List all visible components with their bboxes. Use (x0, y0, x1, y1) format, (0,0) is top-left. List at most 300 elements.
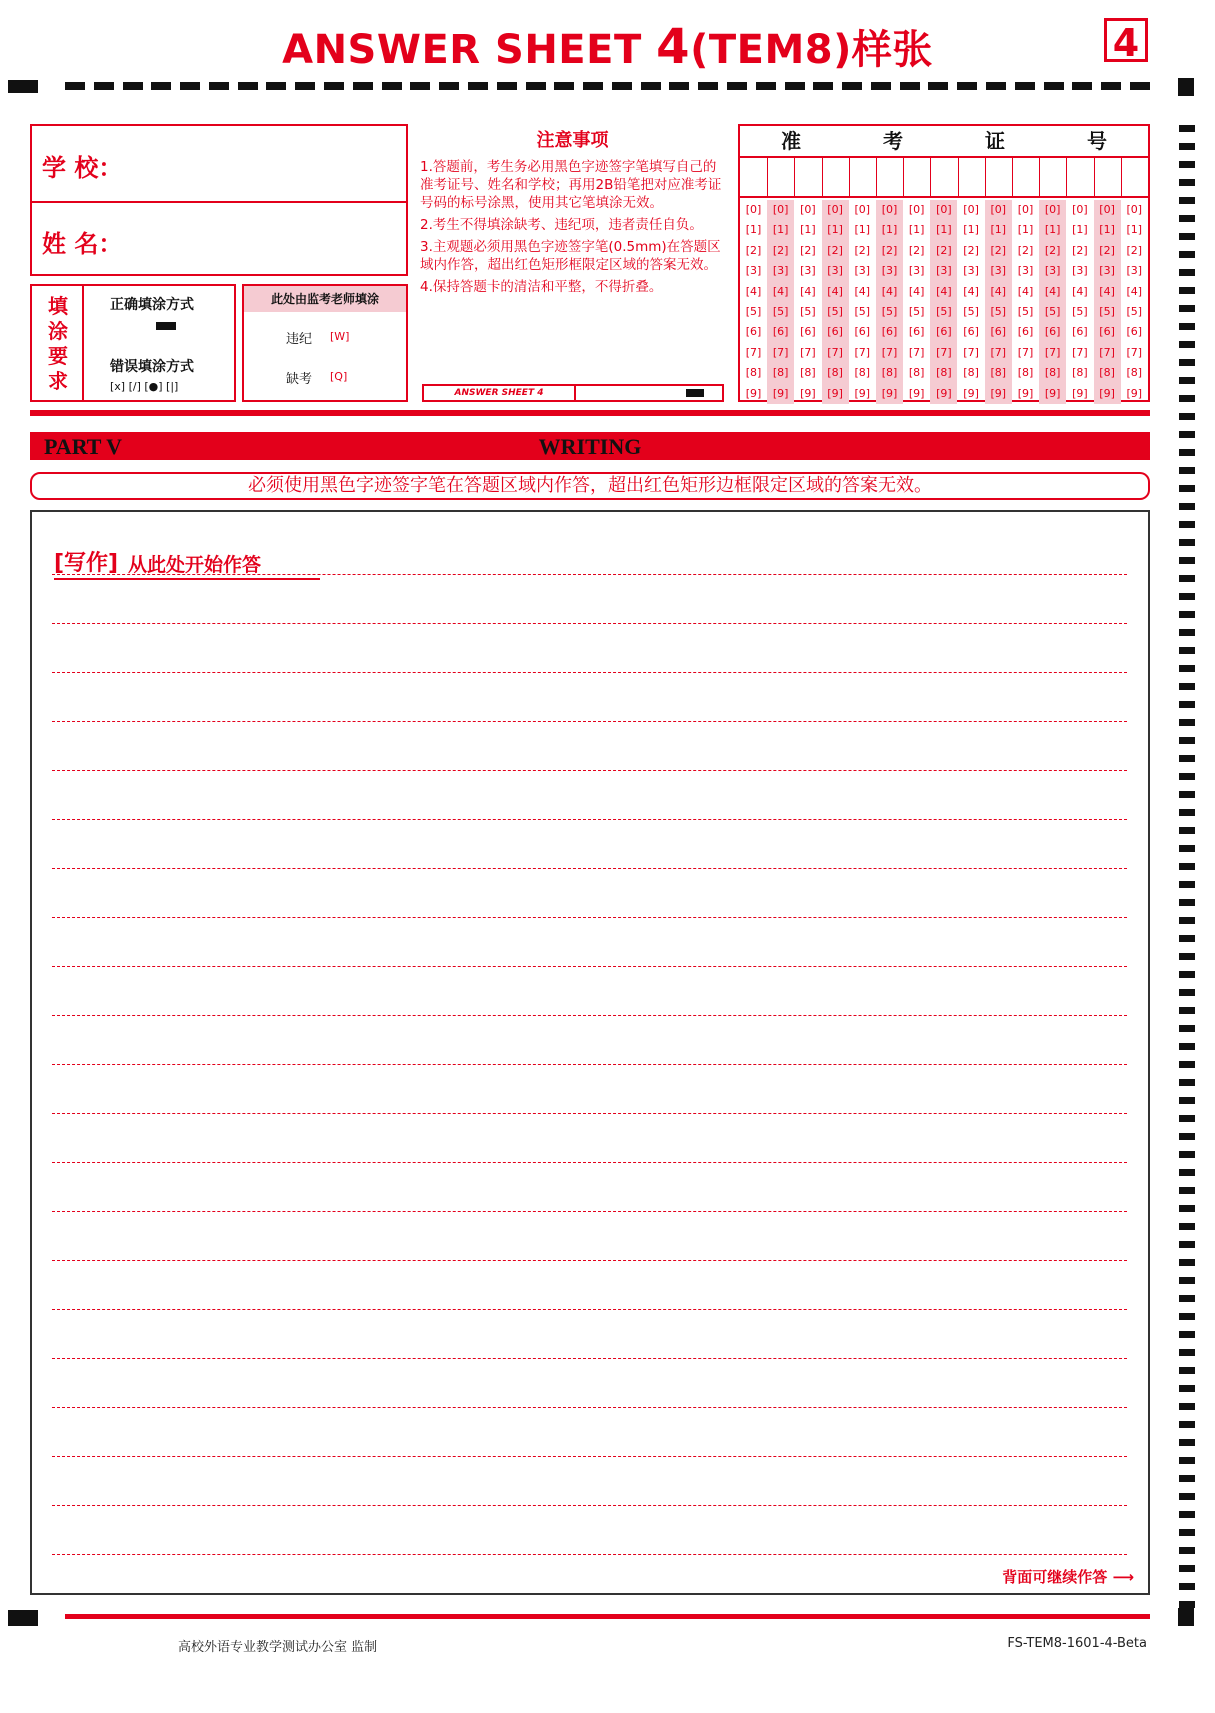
timing-dash (1179, 341, 1195, 348)
exam-id-bubble[interactable]: [3] (990, 264, 1007, 278)
exam-id-bubble[interactable]: [3] (772, 264, 789, 278)
exam-id-bubble[interactable]: [9] (800, 386, 816, 400)
exam-id-cell[interactable] (822, 158, 850, 196)
writing-start-underline (54, 578, 320, 580)
timing-dash (1179, 611, 1195, 618)
timing-dash (727, 82, 747, 90)
exam-id-bubble[interactable]: [4] (990, 284, 1007, 298)
exam-id-bubble[interactable]: [9] (1099, 386, 1115, 400)
exam-id-bubble[interactable]: [2] (827, 243, 843, 257)
timing-dash (1179, 1529, 1195, 1536)
exam-id-bubble[interactable]: [4] (1044, 284, 1061, 298)
timing-dash (1179, 1223, 1195, 1230)
writing-start-text: 从此处开始作答 (128, 554, 262, 576)
exam-id-bubble[interactable]: [6] (854, 325, 871, 339)
timing-mark-top-left (8, 80, 38, 93)
timing-dash (1179, 1115, 1195, 1122)
timing-dash (1179, 1151, 1195, 1158)
exam-id-cell[interactable] (794, 158, 822, 196)
violation-label: 违纪 (286, 332, 313, 347)
exam-id-bubble[interactable]: [8] (936, 366, 952, 380)
exam-id-bubble[interactable]: [4] (1099, 284, 1115, 298)
exam-id-bubble[interactable]: [2] (936, 243, 952, 257)
timing-dash (1179, 1025, 1195, 1032)
exam-id-bubble[interactable]: [3] (1126, 264, 1143, 278)
exam-id-bubble[interactable]: [3] (1099, 264, 1115, 278)
timing-dash (1179, 953, 1195, 960)
exam-id-cell[interactable] (1094, 158, 1122, 196)
notice-item-4: 4.保持答题卡的清洁和平整，不得折叠。 (420, 279, 663, 295)
exam-id-bubble[interactable]: [4] (1126, 284, 1143, 298)
exam-id-bubble[interactable]: [4] (908, 284, 925, 298)
timing-dash (1179, 1169, 1195, 1176)
exam-id-bubble[interactable]: [8] (827, 366, 843, 380)
exam-id-bubble[interactable]: [6] (936, 325, 952, 339)
fill-rules-char: 涂 (48, 319, 68, 343)
exam-id-bubble[interactable]: [0] (745, 203, 762, 216)
exam-id-bubble[interactable]: [9] (1126, 386, 1143, 400)
timing-dash (1179, 575, 1195, 582)
exam-id-bubble[interactable]: [1] (908, 223, 925, 237)
exam-id-bubble[interactable]: [7] (854, 345, 871, 359)
writing-line[interactable] (52, 868, 1127, 869)
exam-id-digit-column (930, 200, 957, 404)
exam-id-bubble[interactable]: [6] (1126, 325, 1143, 339)
exam-id-bubble[interactable]: [3] (854, 264, 871, 278)
exam-id-cell[interactable] (849, 158, 877, 196)
exam-id-bubble[interactable]: [8] (963, 366, 979, 380)
exam-id-bubble[interactable]: [6] (1099, 325, 1115, 339)
exam-id-bubble[interactable]: [0] (908, 203, 925, 216)
writing-line[interactable] (52, 819, 1127, 820)
exam-id-bubble[interactable]: [2] (963, 243, 979, 257)
exam-id-bubble[interactable]: [2] (990, 243, 1007, 257)
timing-dash (1179, 251, 1195, 258)
exam-id-bubble[interactable]: [5] (1099, 305, 1115, 319)
exam-id-bubble[interactable]: [7] (1017, 345, 1034, 359)
exam-id-digit-column (876, 200, 903, 404)
exam-id-bubble[interactable]: [4] (1017, 284, 1034, 298)
exam-id-bubble[interactable]: [8] (854, 366, 871, 380)
exam-id-bubble[interactable]: [8] (800, 366, 816, 380)
exam-id-bubble[interactable]: [5] (990, 305, 1007, 319)
sheet-number-box: 4 (1104, 18, 1148, 62)
timing-dash (871, 82, 891, 90)
timing-dash (1179, 287, 1195, 294)
exam-id-writing-cells (740, 158, 1148, 198)
exam-id-bubble[interactable]: [3] (745, 264, 762, 278)
writing-line[interactable] (52, 1309, 1127, 1310)
exam-id-bubble[interactable]: [0] (881, 203, 898, 216)
timing-dash (1179, 899, 1195, 906)
exam-id-bubble[interactable]: [5] (1044, 305, 1061, 319)
timing-dash (1179, 503, 1195, 510)
exam-id-bubble[interactable]: [3] (1072, 264, 1088, 278)
writing-line[interactable] (52, 672, 1127, 673)
exam-id-bubble[interactable]: [1] (1044, 223, 1061, 237)
exam-id-bubble[interactable]: [0] (772, 203, 789, 216)
exam-id-bubble[interactable]: [9] (936, 386, 952, 400)
continue-on-back: 背面可继续作答 ⟶ (1002, 1568, 1134, 1586)
exam-id-bubble[interactable]: [7] (1044, 345, 1061, 359)
writing-line[interactable] (52, 1064, 1127, 1065)
timing-dash (1179, 917, 1195, 924)
timing-dash (497, 82, 517, 90)
timing-mark-bottom-right (1178, 1608, 1194, 1626)
exam-id-bubble[interactable]: [7] (800, 345, 816, 359)
exam-id-bubble[interactable]: [9] (1072, 386, 1088, 400)
exam-id-bubble[interactable]: [9] (854, 386, 871, 400)
exam-id-bubble[interactable]: [9] (990, 386, 1007, 400)
timing-dash (1179, 1457, 1195, 1464)
exam-id-heading (740, 126, 1148, 158)
absent-bubble[interactable]: [Q] (330, 370, 348, 383)
part-banner (30, 432, 1150, 460)
exam-id-bubble[interactable]: [5] (827, 305, 843, 319)
timing-dash (1179, 791, 1195, 798)
exam-id-bubble[interactable]: [5] (1017, 305, 1034, 319)
exam-id-cell[interactable] (985, 158, 1013, 196)
exam-id-bubble[interactable]: [2] (854, 243, 871, 257)
exam-id-bubble[interactable]: [4] (963, 284, 979, 298)
exam-id-bubble[interactable]: [7] (1072, 345, 1088, 359)
exam-id-bubble[interactable]: [9] (772, 386, 789, 400)
timing-dash (900, 82, 920, 90)
timing-dash (583, 82, 603, 90)
exam-id-cell[interactable] (903, 158, 931, 196)
timing-dash (1179, 1565, 1195, 1572)
timing-dash-row (65, 82, 1150, 92)
timing-dash (813, 82, 833, 90)
timing-dash (1179, 971, 1195, 978)
writing-line[interactable] (52, 1554, 1127, 1555)
timing-dash (1179, 1367, 1195, 1374)
wrong-fill-label: 错误填涂方式 (110, 359, 194, 375)
bottom-rule (65, 1614, 1150, 1619)
exam-id-bubble[interactable]: [6] (1017, 325, 1034, 339)
exam-id-cell[interactable] (958, 158, 986, 196)
exam-id-bubble[interactable]: [7] (990, 345, 1007, 359)
exam-id-bubble[interactable]: [1] (854, 223, 871, 237)
exam-id-bubble[interactable]: [1] (1017, 223, 1034, 237)
exam-id-heading-char: 准 (781, 129, 801, 153)
timing-dash (1179, 413, 1195, 420)
timing-dash (1179, 1493, 1195, 1500)
title-part-b: 4 (656, 19, 691, 75)
exam-id-bubble[interactable]: [4] (800, 284, 816, 298)
timing-dash (1179, 1331, 1195, 1338)
exam-id-bubble[interactable]: [6] (1044, 325, 1061, 339)
exam-id-bubble[interactable]: [5] (772, 305, 789, 319)
exam-id-bubble[interactable]: [5] (908, 305, 925, 319)
exam-id-bubble[interactable]: [8] (1099, 366, 1115, 380)
part-title: WRITING (538, 434, 642, 459)
exam-id-bubble[interactable]: [4] (881, 284, 898, 298)
exam-id-cell[interactable] (1012, 158, 1040, 196)
exam-id-heading-char: 考 (883, 129, 903, 153)
timing-dash (1179, 1547, 1195, 1554)
exam-id-bubble[interactable]: [2] (881, 243, 898, 257)
timing-dash (324, 82, 344, 90)
exam-id-bubble[interactable]: [1] (963, 223, 979, 237)
exam-id-bubble[interactable]: [0] (1126, 203, 1143, 216)
title-part-c: (TEM8)样张 (690, 27, 933, 73)
exam-id-bubble[interactable]: [2] (1099, 243, 1115, 257)
info-box (30, 124, 408, 276)
writing-line[interactable] (52, 1113, 1127, 1114)
timing-dash (1179, 305, 1195, 312)
timing-dash (1179, 1079, 1195, 1086)
exam-id-bubble[interactable]: [7] (772, 345, 789, 359)
writing-line[interactable] (52, 1358, 1127, 1359)
exam-id-bubble[interactable]: [3] (1044, 264, 1061, 278)
exam-id-bubble[interactable]: [3] (881, 264, 898, 278)
exam-id-box (738, 124, 1150, 402)
timing-dash (238, 82, 258, 90)
writing-line[interactable] (52, 1407, 1127, 1408)
exam-id-bubble[interactable]: [8] (1126, 366, 1143, 380)
exam-id-bubble[interactable]: [6] (827, 325, 843, 339)
exam-id-bubble[interactable]: [8] (1072, 366, 1088, 380)
exam-id-bubble[interactable]: [7] (936, 345, 952, 359)
timing-dash (1179, 1385, 1195, 1392)
exam-id-bubble[interactable]: [0] (1044, 203, 1061, 216)
violation-bubble[interactable]: [W] (330, 330, 350, 343)
exam-id-bubble[interactable]: [7] (881, 345, 898, 359)
exam-id-bubble[interactable]: [2] (908, 243, 925, 257)
exam-id-bubble[interactable]: [7] (963, 345, 979, 359)
exam-id-bubble[interactable]: [3] (908, 264, 925, 278)
exam-id-bubble[interactable]: [7] (745, 345, 762, 359)
exam-id-bubble[interactable]: [9] (745, 386, 762, 400)
exam-id-bubble[interactable]: [0] (854, 203, 871, 216)
writing-line[interactable] (52, 1211, 1127, 1212)
exam-id-bubble[interactable]: [0] (1017, 203, 1034, 216)
exam-id-cell[interactable] (876, 158, 904, 196)
timing-dash (1072, 82, 1092, 90)
exam-id-bubble[interactable]: [3] (963, 264, 979, 278)
timing-dash (1179, 1187, 1195, 1194)
exam-id-bubble[interactable]: [8] (908, 366, 925, 380)
exam-id-bubble[interactable]: [4] (854, 284, 871, 298)
exam-id-cell[interactable] (1066, 158, 1094, 196)
exam-id-bubble[interactable]: [7] (908, 345, 925, 359)
writing-line[interactable] (52, 1162, 1127, 1163)
exam-id-bubble[interactable]: [9] (963, 386, 979, 400)
title-part-a: ANSWER SHEET (282, 27, 657, 73)
timing-dash (209, 82, 229, 90)
timing-dash (1179, 1439, 1195, 1446)
exam-id-bubble[interactable]: [2] (745, 243, 762, 257)
exam-id-bubble[interactable]: [9] (908, 386, 925, 400)
name-label: 姓 名： (42, 230, 123, 258)
exam-id-bubble[interactable]: [6] (908, 325, 925, 339)
exam-id-bubble[interactable]: [8] (1044, 366, 1061, 380)
timing-dash (1179, 665, 1195, 672)
exam-id-bubble[interactable]: [2] (1017, 243, 1034, 257)
timing-dash (1179, 233, 1195, 240)
writing-start-tag: [写作] (54, 551, 119, 576)
exam-id-bubble[interactable]: [2] (1126, 243, 1143, 257)
exam-id-bubble[interactable]: [3] (800, 264, 816, 278)
exam-id-bubble[interactable]: [8] (881, 366, 898, 380)
exam-id-bubble[interactable]: [1] (990, 223, 1007, 237)
exam-id-bubble[interactable]: [2] (800, 243, 816, 257)
exam-id-bubble[interactable]: [1] (1099, 223, 1115, 237)
timing-dash (410, 82, 430, 90)
exam-id-bubble[interactable]: [0] (827, 203, 843, 216)
timing-dash (94, 82, 114, 90)
timing-dash (756, 82, 776, 90)
exam-id-bubble[interactable]: [5] (1072, 305, 1088, 319)
timing-dash (1179, 485, 1195, 492)
exam-id-bubble[interactable]: [8] (990, 366, 1007, 380)
exam-id-bubble[interactable]: [1] (827, 223, 843, 237)
exam-id-bubble[interactable]: [7] (1099, 345, 1115, 359)
exam-id-bubble[interactable]: [0] (936, 203, 952, 216)
name-field[interactable] (142, 212, 402, 268)
timing-dash (1179, 215, 1195, 222)
exam-id-bubble[interactable]: [4] (772, 284, 789, 298)
timing-dash (1015, 82, 1035, 90)
timing-dash (151, 82, 171, 90)
exam-id-bubble[interactable]: [6] (990, 325, 1007, 339)
exam-id-bubble[interactable]: [5] (963, 305, 979, 319)
exam-id-bubble[interactable]: [7] (827, 345, 843, 359)
exam-id-digit-column (985, 200, 1012, 404)
exam-id-bubble[interactable]: [2] (772, 243, 789, 257)
timing-dash (1179, 521, 1195, 528)
footer-supervisor: 高校外语专业教学测试办公室 监制 (178, 1640, 378, 1655)
exam-id-cell[interactable] (1039, 158, 1067, 196)
writing-line[interactable] (52, 770, 1127, 771)
exam-id-cell[interactable] (767, 158, 795, 196)
exam-id-bubble[interactable]: [0] (1072, 203, 1088, 216)
exam-id-bubble[interactable]: [0] (990, 203, 1007, 216)
exam-id-cell[interactable] (930, 158, 958, 196)
timing-dash (1179, 161, 1195, 168)
fill-rules-char: 要 (48, 344, 68, 368)
timing-mark-bottom-left (8, 1610, 38, 1626)
timing-dash (1179, 773, 1195, 780)
writing-line[interactable] (52, 966, 1127, 967)
exam-id-bubble[interactable]: [1] (881, 223, 898, 237)
exam-id-bubble[interactable]: [1] (1126, 223, 1143, 237)
timing-dash (65, 82, 85, 90)
exam-id-bubble[interactable]: [6] (772, 325, 789, 339)
exam-id-bubble[interactable]: [8] (745, 366, 762, 380)
exam-id-bubble[interactable]: [6] (745, 325, 762, 339)
exam-id-bubble[interactable]: [5] (1126, 305, 1143, 319)
exam-id-bubble[interactable]: [1] (745, 223, 762, 237)
exam-id-bubble[interactable]: [1] (1072, 223, 1088, 237)
exam-id-bubble[interactable]: [3] (1017, 264, 1034, 278)
timing-dash (1179, 647, 1195, 654)
school-field[interactable] (142, 136, 402, 192)
writing-line[interactable] (52, 1456, 1127, 1457)
notice-item-3: 3.主观题必须用黑色字迹签字笔(0.5mm)在答题区域内作答，超出红色矩形框限定区域的答案无效。 (420, 239, 721, 273)
exam-id-bubble[interactable]: [7] (1126, 345, 1143, 359)
exam-id-bubble[interactable]: [4] (1072, 284, 1088, 298)
timing-dash (1179, 845, 1195, 852)
exam-id-digit-column (1094, 200, 1121, 404)
exam-id-bubble[interactable]: [5] (936, 305, 952, 319)
writing-line[interactable] (52, 623, 1127, 624)
timing-dash (1179, 1259, 1195, 1266)
exam-id-bubble[interactable]: [4] (936, 284, 952, 298)
exam-id-bubble[interactable]: [6] (881, 325, 898, 339)
exam-id-bubble[interactable]: [0] (1099, 203, 1115, 216)
timing-dash (1179, 935, 1195, 942)
exam-id-bubble[interactable]: [0] (800, 203, 816, 216)
exam-id-bubble[interactable]: [6] (1072, 325, 1088, 339)
timing-dash (1179, 431, 1195, 438)
writing-line[interactable] (52, 721, 1127, 722)
exam-id-cell[interactable] (740, 158, 768, 196)
timing-dash (1179, 629, 1195, 636)
exam-id-bubble[interactable]: [6] (963, 325, 979, 339)
exam-id-bubble[interactable]: [4] (745, 284, 762, 298)
exam-id-bubble[interactable]: [9] (827, 386, 843, 400)
writing-line[interactable] (52, 917, 1127, 918)
exam-id-digit-column (740, 200, 767, 404)
exam-id-bubble[interactable]: [5] (800, 305, 816, 319)
exam-id-bubble[interactable]: [1] (772, 223, 789, 237)
exam-id-bubble[interactable]: [9] (1017, 386, 1034, 400)
timing-dash (1179, 1403, 1195, 1410)
exam-id-bubble[interactable]: [8] (1017, 366, 1034, 380)
exam-id-bubble[interactable]: [3] (936, 264, 952, 278)
exam-id-digit-column (1066, 200, 1093, 404)
timing-dash (468, 82, 488, 90)
timing-dash (1179, 701, 1195, 708)
timing-dash (353, 82, 373, 90)
timing-dash (1179, 989, 1195, 996)
exam-id-bubble[interactable]: [5] (745, 305, 762, 319)
writing-line[interactable] (52, 574, 1127, 575)
exam-id-bubble[interactable]: [9] (1044, 386, 1061, 400)
timing-dash (1179, 1133, 1195, 1140)
exam-id-bubble[interactable]: [3] (827, 264, 843, 278)
exam-id-bubble[interactable]: [1] (800, 223, 816, 237)
exam-id-bubble[interactable]: [0] (963, 203, 979, 216)
timing-mark-top-right (1178, 78, 1194, 96)
exam-id-bubble[interactable]: [5] (854, 305, 871, 319)
exam-id-bubble[interactable]: [4] (827, 284, 843, 298)
sheet-tag-mark (686, 389, 704, 397)
exam-id-bubble[interactable]: [9] (881, 386, 898, 400)
section-rule (30, 410, 1150, 416)
writing-line[interactable] (52, 1015, 1127, 1016)
writing-line[interactable] (52, 1505, 1127, 1506)
timing-dash (785, 82, 805, 90)
exam-id-bubble[interactable]: [5] (881, 305, 898, 319)
exam-id-bubble[interactable]: [8] (772, 366, 789, 380)
timing-dash (1179, 1007, 1195, 1014)
exam-id-cell[interactable] (1121, 158, 1148, 196)
timing-dash (1179, 395, 1195, 402)
exam-id-bubble[interactable]: [2] (1044, 243, 1061, 257)
writing-line[interactable] (52, 1260, 1127, 1261)
timing-dash (1179, 197, 1195, 204)
notice-heading: 注意事项 (536, 130, 609, 151)
exam-id-bubble[interactable]: [1] (936, 223, 952, 237)
timing-dash (1044, 82, 1064, 90)
timing-dash (1179, 1511, 1195, 1518)
exam-id-bubble[interactable]: [6] (800, 325, 816, 339)
timing-dash (842, 82, 862, 90)
exam-id-bubble[interactable]: [2] (1072, 243, 1088, 257)
